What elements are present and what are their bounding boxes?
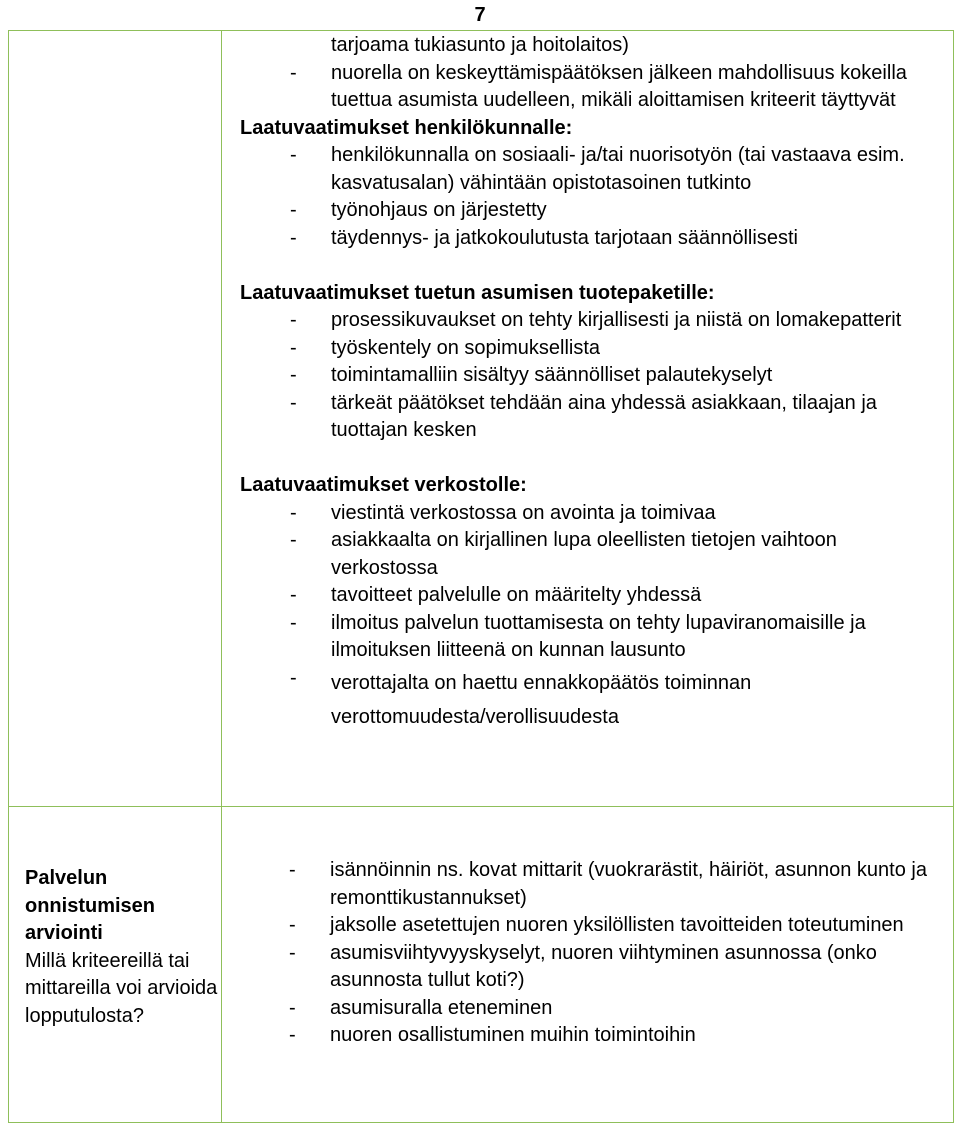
spacer: [240, 445, 953, 473]
evaluation-label: [9, 807, 221, 1030]
list-item: [289, 1022, 953, 1050]
bullet-text: verottajalta on haettu ennakkopäätös toiminnan verottomuudesta/verollisuudesta: [331, 671, 752, 728]
bullet-text: prosessikuvaukset on tehty kirjallisesti ja niistä on lomakepatterit: [331, 309, 902, 331]
bullet-text: toimintamalliin sisältyy säännölliset palautekyselyt: [331, 364, 773, 386]
bullet-dash: -: [290, 501, 297, 524]
bullet-dash: -: [290, 391, 297, 414]
list-item: [240, 335, 953, 363]
list-item: [240, 582, 953, 610]
list-item: [240, 197, 953, 225]
bullet-text: asumisuralla eteneminen: [330, 996, 553, 1019]
list-item: [240, 665, 953, 734]
bullet-text: ilmoitus palvelun tuottamisesta on tehty lupaviranomaisille ja ilmoituksen liitteenä on kunnan lausunto: [331, 611, 866, 661]
list-item: [289, 857, 953, 912]
list-item: [289, 940, 953, 995]
bullet-dash: -: [290, 611, 297, 634]
left-cell-evaluation-label: [9, 807, 222, 1123]
bullet-dash: -: [290, 61, 297, 84]
bullet-text: asiakkaalta on kirjallinen lupa oleellisten tietojen vaihtoon verkostossa: [331, 529, 837, 579]
bullet-dash: -: [289, 996, 296, 1019]
bullet-dash: -: [289, 1024, 296, 1046]
list-item: [289, 912, 953, 940]
table-row-quality-requirements: [9, 31, 954, 807]
left-cell-empty: [9, 31, 222, 807]
evaluation-content: [222, 807, 953, 1050]
list-item: [240, 225, 953, 253]
bullet-dash: -: [290, 144, 297, 166]
right-cell-requirements: [222, 31, 954, 807]
bullet-dash: -: [290, 666, 297, 689]
list-item: [240, 390, 953, 445]
bullet-text: tavoitteet palvelulle on määritelty yhdessä: [331, 584, 702, 606]
bullet-text: isännöinnin ns. kovat mittarit (vuokrarästit, häiriöt, asunnon kunto ja remonttikustannukset): [330, 859, 927, 909]
list-item: [240, 527, 953, 582]
bullet-dash: -: [290, 336, 297, 359]
list-item: [240, 307, 953, 335]
list-item: [240, 610, 953, 665]
bullet-dash: -: [289, 941, 296, 964]
bullet-text: nuorella on keskeyttämispäätöksen jälkeen mahdollisuus kokeilla tuettua asumista uudelleen, mikäli aloittamisen kriteerit täyttyvät: [331, 61, 907, 111]
intro-continuation: tarjoama tukiasunto ja hoitolaitos): [331, 34, 629, 56]
bullet-text: työskentely on sopimuksellista: [331, 336, 601, 359]
bullet-dash: -: [290, 584, 297, 606]
bullet-text: henkilökunnalla on sosiaali- ja/tai nuorisotyön (tai vastaava esim. kasvatusalan) vähintään opistotasoinen tutkinto: [331, 144, 905, 194]
bullet-dash: -: [290, 226, 297, 249]
bullet-dash: -: [290, 529, 297, 551]
bullet-text: viestintä verkostossa on avointa ja toimivaa: [331, 501, 716, 524]
bullet-dash: -: [289, 859, 296, 881]
bullet-text: nuoren osallistuminen muihin toimintoihin: [330, 1024, 696, 1046]
bullet-text: työnohjaus on järjestetty: [331, 199, 547, 221]
section-heading-product-package: Laatuvaatimukset tuetun asumisen tuotepaketille:: [240, 281, 715, 304]
spacer: [240, 252, 953, 280]
list-item: [240, 362, 953, 390]
list-item: [240, 60, 953, 115]
section-heading-staff: Laatuvaatimukset henkilökunnalle:: [240, 116, 573, 139]
list-item: [240, 500, 953, 528]
document-table: [8, 30, 954, 1123]
bullet-dash: -: [290, 309, 297, 331]
evaluation-label-title: Palvelun onnistumisen arviointi: [25, 867, 156, 944]
list-item: [240, 142, 953, 197]
page-number: 7: [474, 4, 486, 26]
table-row-evaluation: [9, 807, 954, 1123]
right-cell-evaluation-criteria: [222, 807, 954, 1123]
bullet-text: asumisviihtyvyyskyselyt, nuoren viihtyminen asunnossa (onko asunnosta tullut koti?): [330, 941, 877, 991]
bullet-dash: -: [290, 364, 297, 386]
evaluation-label-question: Millä kriteereillä tai mittareilla voi arvioida lopputulosta?: [25, 949, 218, 1027]
bullet-text: jaksolle asetettujen nuoren yksilöllisten tavoitteiden toteutuminen: [330, 914, 904, 936]
bullet-dash: -: [290, 199, 297, 221]
bullet-text: täydennys- ja jatkokoulutusta tarjotaan säännöllisesti: [331, 226, 798, 249]
requirements-content: [222, 31, 953, 734]
bullet-dash: -: [289, 914, 296, 936]
list-item: [289, 995, 953, 1023]
bullet-text: tärkeät päätökset tehdään aina yhdessä asiakkaan, tilaajan ja tuottajan kesken: [331, 391, 877, 441]
section-heading-network: Laatuvaatimukset verkostolle:: [240, 474, 527, 496]
